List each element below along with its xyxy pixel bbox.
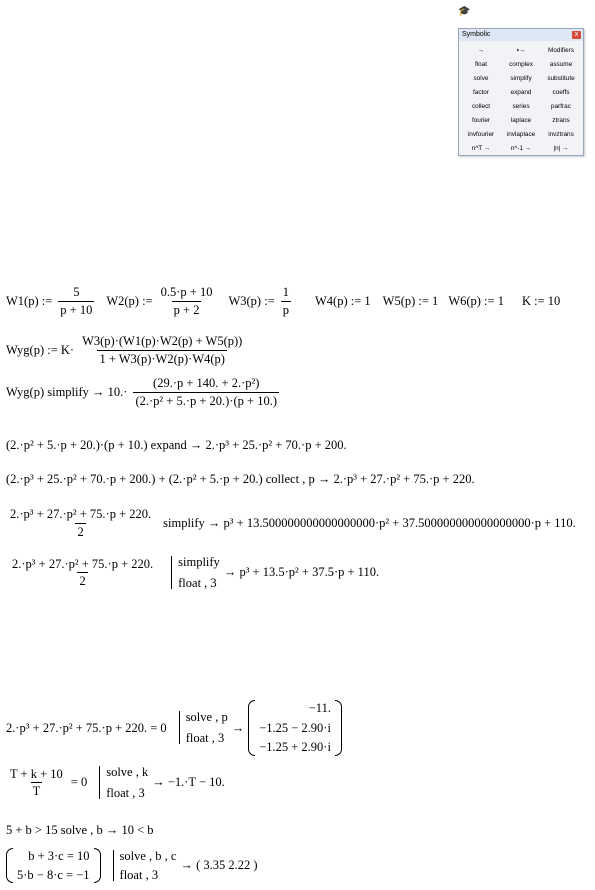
simplify-polynomial xyxy=(6,508,576,538)
solve-k-numerator: T + k + 10 xyxy=(10,766,63,781)
simplify-poly-result: simplify → p³ + 13.500000000000000000·p² + 37.500000000000000000·p + 110. xyxy=(163,515,576,530)
simplify-poly-denominator: 2 xyxy=(77,524,84,539)
wyg-numerator: W3(p)·(W1(p)·W2(p) + W5(p)) xyxy=(82,334,243,348)
w3-denominator: p xyxy=(282,302,289,317)
symbolic-button[interactable]: invfourier xyxy=(467,131,495,138)
w4-def: W4(p) := 1 xyxy=(315,293,371,308)
simplify-float-operators xyxy=(171,556,220,589)
collect-line: (2.·p³ + 25.·p² + 70.·p + 200.) + (2.·p² + 5.·p + 20.) collect , p → 2.·p³ + 27.·p² + 75.·p + 220. xyxy=(6,472,475,486)
w2-fraction xyxy=(159,286,215,316)
solve-keyword: solve , p xyxy=(185,710,228,725)
symbolic-button[interactable]: coeffs xyxy=(552,89,570,96)
w1-fraction xyxy=(58,286,94,316)
symbolic-button[interactable]: substitute xyxy=(547,75,575,82)
symbolic-button[interactable]: |n| → xyxy=(553,145,569,152)
wyg-fraction xyxy=(80,335,244,365)
solve-poly-operators xyxy=(179,711,228,744)
symbolic-button[interactable]: factor xyxy=(473,89,489,96)
symbolic-button[interactable]: invlaplace xyxy=(506,131,536,138)
symbolic-button[interactable]: simplify xyxy=(510,75,532,82)
symbolic-button[interactable]: complex xyxy=(509,61,533,68)
simplify-wyg-numerator: (29.·p + 140. + 2.·p²) xyxy=(153,376,260,390)
symbolic-button[interactable]: collect xyxy=(471,103,491,110)
symbolic-button[interactable]: assume xyxy=(549,61,573,68)
solve-k-denominator: T xyxy=(32,784,41,798)
simplify-keyword: simplify xyxy=(178,555,220,569)
k-def: K := 10 xyxy=(521,293,561,308)
symbolic-button-grid xyxy=(459,41,583,155)
solve-k-equals: = 0 xyxy=(70,775,88,790)
w1-numerator: 5 xyxy=(73,285,80,299)
w2-lhs: W2(p) := xyxy=(106,293,153,308)
symbolic-button[interactable]: invztrans xyxy=(548,131,574,138)
solve-keyword: solve , b , c xyxy=(119,849,177,863)
symbolic-title-text: Symbolic xyxy=(462,31,491,38)
symbolic-button[interactable]: n^-1 → xyxy=(510,145,532,152)
solve-system-operators xyxy=(113,850,177,881)
equation-2: 5·b − 8·c = −1 xyxy=(17,867,90,882)
expand-line: (2.·p² + 5.·p + 20.)·(p + 10.) expand → 2.·p³ + 25.·p² + 70.·p + 200. xyxy=(6,438,347,452)
simplify-float-result: → p³ + 13.5·p² + 37.5·p + 110. xyxy=(223,565,380,580)
wyg-definition xyxy=(6,335,246,365)
w2-numerator: 0.5·p + 10 xyxy=(160,285,213,299)
wyg-denominator: 1 + W3(p)·W2(p)·W4(p) xyxy=(99,351,225,366)
solve-poly-result-vector xyxy=(248,700,342,756)
w2-denominator: p + 2 xyxy=(173,302,200,317)
float-keyword: float , 3 xyxy=(185,730,225,745)
symbolic-button[interactable]: → xyxy=(477,47,485,54)
simplify-float-fraction xyxy=(10,558,155,588)
arrow: → xyxy=(231,720,245,735)
solve-k-block xyxy=(6,766,225,799)
symbolic-toolbar xyxy=(458,28,584,156)
wyg-lhs: Wyg(p) := K· xyxy=(6,342,75,357)
symbolic-button[interactable]: fourier xyxy=(471,117,491,124)
simplify-wyg-denominator: (2.·p² + 5.·p + 20.)·(p + 10.) xyxy=(135,393,278,408)
w1-lhs: W1(p) := xyxy=(6,293,53,308)
symbolic-button[interactable]: ztrans xyxy=(552,117,570,124)
symbolic-button[interactable]: parfrac xyxy=(551,103,571,110)
symbolic-button[interactable]: float xyxy=(474,61,488,68)
w3-lhs: W3(p) := xyxy=(228,293,275,308)
simplify-float-block xyxy=(8,556,379,589)
simplify-wyg-fraction xyxy=(133,377,279,407)
solve-system-block xyxy=(6,848,258,883)
float-keyword: float , 3 xyxy=(178,575,217,590)
simplify-float-numerator: 2.·p³ + 27.·p² + 75.·p + 220. xyxy=(12,556,154,571)
close-icon[interactable]: x xyxy=(572,31,581,39)
equation-1: b + 3·c = 10 xyxy=(28,849,90,863)
symbolic-button[interactable]: ▪→ xyxy=(516,47,526,54)
solve-poly-equation: 2.·p³ + 27.·p² + 75.·p + 220. = 0 xyxy=(6,720,167,735)
system-matrix xyxy=(6,848,101,883)
symbolic-button[interactable]: expand xyxy=(510,89,532,96)
w3-fraction xyxy=(281,286,291,316)
solve-polynomial-block xyxy=(6,700,342,756)
symbolic-toolbar-title xyxy=(459,29,583,41)
symbolic-button[interactable]: series xyxy=(512,103,530,110)
solve-inequality-line: 5 + b > 15 solve , b → 10 < b xyxy=(6,823,154,837)
root-3: −1.25 + 2.90·i xyxy=(259,740,331,754)
simplify-poly-numerator: 2.·p³ + 27.·p² + 75.·p + 220. xyxy=(10,507,152,521)
w6-def: W6(p) := 1 xyxy=(448,293,504,308)
simplify-wyg xyxy=(6,377,281,407)
w3-numerator: 1 xyxy=(282,285,289,299)
float-keyword: float , 3 xyxy=(106,785,145,800)
solve-k-result: → −1.·T − 10. xyxy=(152,775,225,790)
root-1: −11. xyxy=(308,701,331,715)
simplify-poly-fraction xyxy=(8,508,153,538)
symbolic-button[interactable]: Modifiers xyxy=(548,47,574,54)
float-keyword: float , 3 xyxy=(119,867,159,882)
symbolic-button[interactable]: laplace xyxy=(510,117,532,124)
definitions-line xyxy=(6,286,560,316)
solve-k-fraction xyxy=(8,768,65,798)
solve-k-operators xyxy=(99,766,148,799)
symbolic-button[interactable]: solve xyxy=(473,75,489,82)
solve-keyword: solve , k xyxy=(106,765,149,779)
simplify-float-denominator: 2 xyxy=(79,574,86,588)
simplify-wyg-lhs: Wyg(p) simplify → 10.· xyxy=(6,384,128,399)
graduation-cap-icon[interactable]: 🎓 xyxy=(458,6,471,17)
w1-denominator: p + 10 xyxy=(60,302,93,317)
w5-def: W5(p) := 1 xyxy=(382,293,439,308)
symbolic-button[interactable]: n^T → xyxy=(471,145,491,152)
root-2: −1.25 − 2.90·i xyxy=(259,720,331,735)
solve-system-result: → ( 3.35 2.22 ) xyxy=(180,858,258,873)
